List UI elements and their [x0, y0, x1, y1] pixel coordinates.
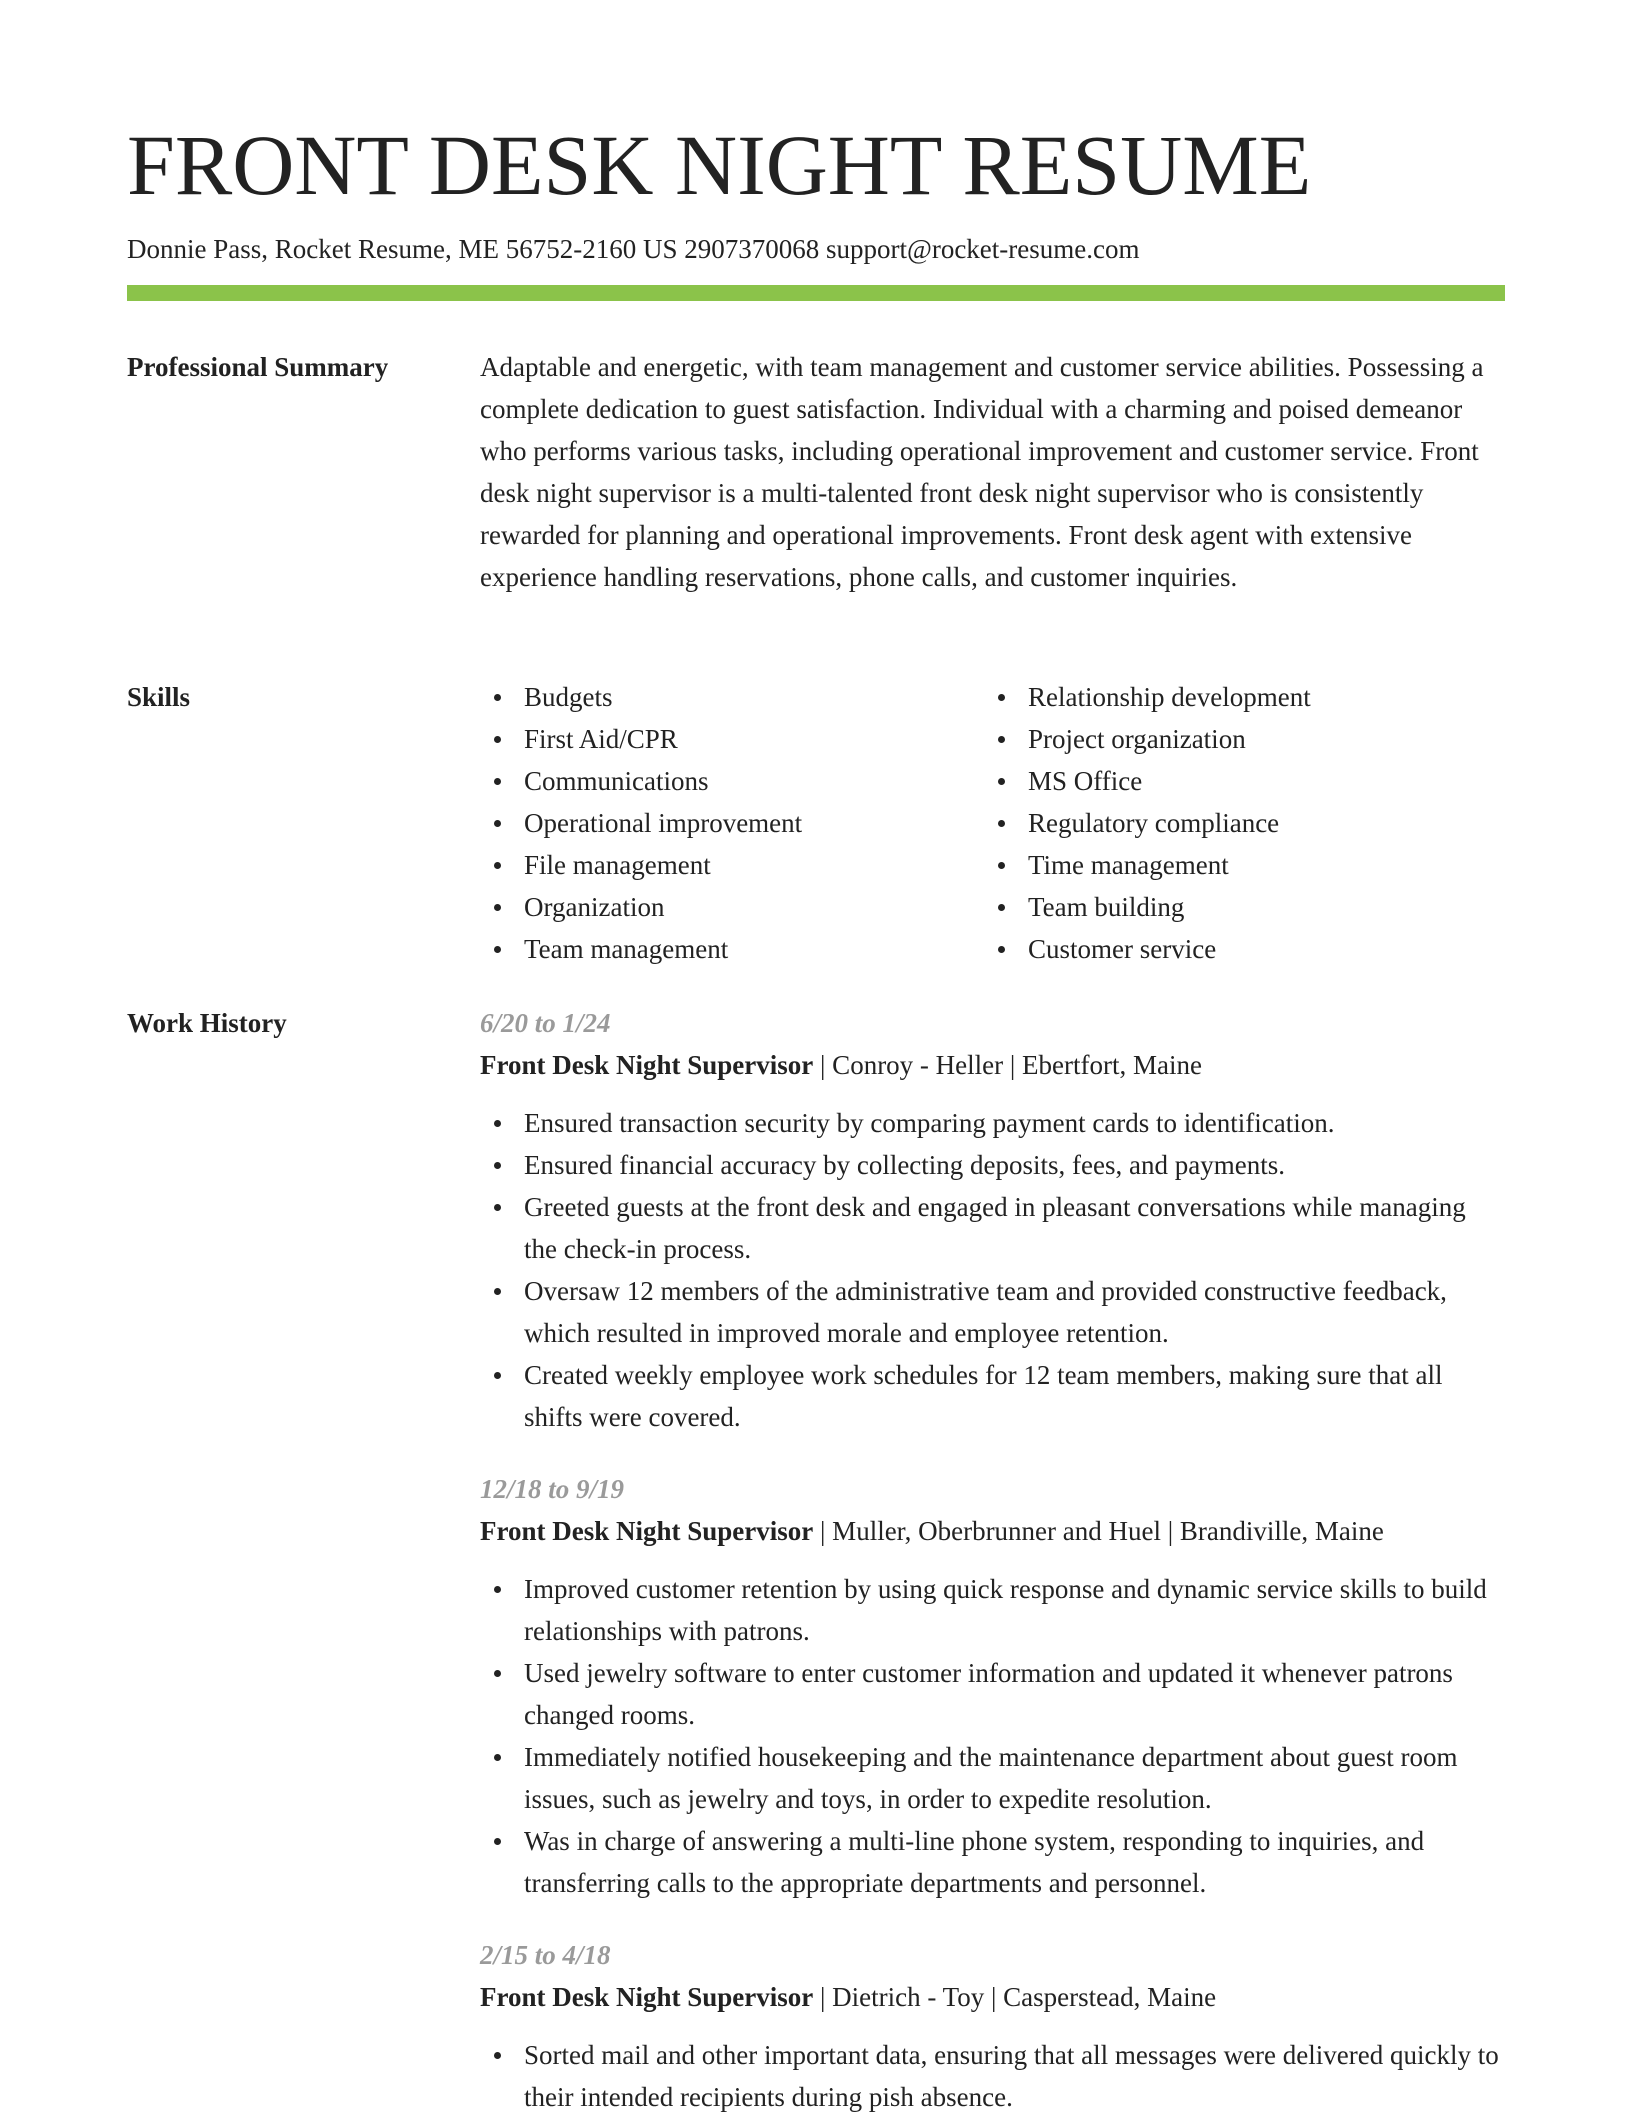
skill-item: Team management: [480, 928, 984, 970]
job-employer-location: | Conroy - Heller | Ebertfort, Maine: [813, 1050, 1202, 1080]
job-title: Front Desk Night Supervisor: [480, 1050, 814, 1080]
skills-column-left: [480, 676, 984, 970]
job-bullet: Greeted guests at the front desk and engaged in pleasant conversations while managing the check-in process.: [480, 1186, 1505, 1270]
job-employer-location: | Dietrich - Toy | Casperstead, Maine: [813, 1982, 1217, 2012]
skill-item: Budgets: [480, 676, 984, 718]
skill-item: First Aid/CPR: [480, 718, 984, 760]
job-employer-location: | Muller, Oberbrunner and Huel | Brandiville, Maine: [813, 1516, 1384, 1546]
job-heading: [480, 1976, 1505, 2018]
section-label-skills: Skills: [127, 682, 191, 712]
skill-item: Regulatory compliance: [984, 802, 1488, 844]
skills-column-right: [984, 676, 1488, 970]
job-dates: 12/18 to 9/19: [480, 1474, 625, 1504]
accent-divider: [127, 285, 1505, 301]
skill-item: Organization: [480, 886, 984, 928]
skill-item: Operational improvement: [480, 802, 984, 844]
job-dates: 2/15 to 4/18: [480, 1940, 611, 1970]
skill-item: File management: [480, 844, 984, 886]
job-dates: 6/20 to 1/24: [480, 1008, 611, 1038]
job-bullet-list: [480, 2034, 1505, 2112]
job-bullet-list: [480, 1102, 1505, 1438]
skill-item: Communications: [480, 760, 984, 802]
skills-columns: [480, 676, 1505, 970]
job-entry: [480, 1002, 1505, 1438]
skill-item: Customer service: [984, 928, 1488, 970]
skill-item: Team building: [984, 886, 1488, 928]
skill-item: MS Office: [984, 760, 1488, 802]
job-bullet: Improved customer retention by using quick response and dynamic service skills to build relationships with patrons.: [480, 1568, 1505, 1652]
job-bullet: Was in charge of answering a multi-line phone system, responding to inquiries, and transferring calls to the appropriate departments and personnel.: [480, 1820, 1505, 1904]
job-bullet: Ensured financial accuracy by collecting deposits, fees, and payments.: [480, 1144, 1505, 1186]
skills-list-left: [480, 676, 984, 970]
job-title: Front Desk Night Supervisor: [480, 1516, 814, 1546]
skill-item: Time management: [984, 844, 1488, 886]
summary-text: Adaptable and energetic, with team management and customer service abilities. Possessing a complete dedication to guest satisfaction. Individual with a charming and poised demeanor who performs various tasks, including operational improvement and customer service. Front desk night supervisor is a multi-talented front desk night supervisor who is consistently rewarded for planning and operational improvements. Front desk agent with extensive experience handling reservations, phone calls, and customer inquiries.: [480, 352, 1484, 592]
job-bullet: Used jewelry software to enter customer information and updated it whenever patrons changed rooms.: [480, 1652, 1505, 1736]
job-title: Front Desk Night Supervisor: [480, 1982, 814, 2012]
skills-body: [480, 676, 1505, 970]
job-heading: [480, 1044, 1505, 1086]
job-bullet: Oversaw 12 members of the administrative team and provided constructive feedback, which resulted in improved morale and employee retention.: [480, 1270, 1505, 1354]
skill-item: Project organization: [984, 718, 1488, 760]
contact-line: Donnie Pass, Rocket Resume, ME 56752-2160 US 2907370068 support@rocket-resume.com: [127, 234, 1140, 264]
job-entry: [480, 1468, 1505, 1904]
job-bullet: Sorted mail and other important data, ensuring that all messages were delivered quickly to their intended recipients during pish absence.: [480, 2034, 1505, 2112]
job-entry: [480, 1934, 1505, 2112]
resume-title: FRONT DESK NIGHT RESUME: [127, 117, 1312, 213]
section-label-work-history: Work History: [127, 1008, 287, 1038]
job-bullet: Immediately notified housekeeping and the maintenance department about guest room issues, such as jewelry and toys, in order to expedite resolution.: [480, 1736, 1505, 1820]
work-history-body: [480, 1002, 1505, 2112]
job-bullet: Created weekly employee work schedules for 12 team members, making sure that all shifts were covered.: [480, 1354, 1505, 1438]
skills-list-right: [984, 676, 1488, 970]
section-label-summary: Professional Summary: [127, 352, 389, 382]
job-heading: [480, 1510, 1505, 1552]
job-bullet: Ensured transaction security by comparing payment cards to identification.: [480, 1102, 1505, 1144]
job-bullet-list: [480, 1568, 1505, 1904]
skill-item: Relationship development: [984, 676, 1488, 718]
